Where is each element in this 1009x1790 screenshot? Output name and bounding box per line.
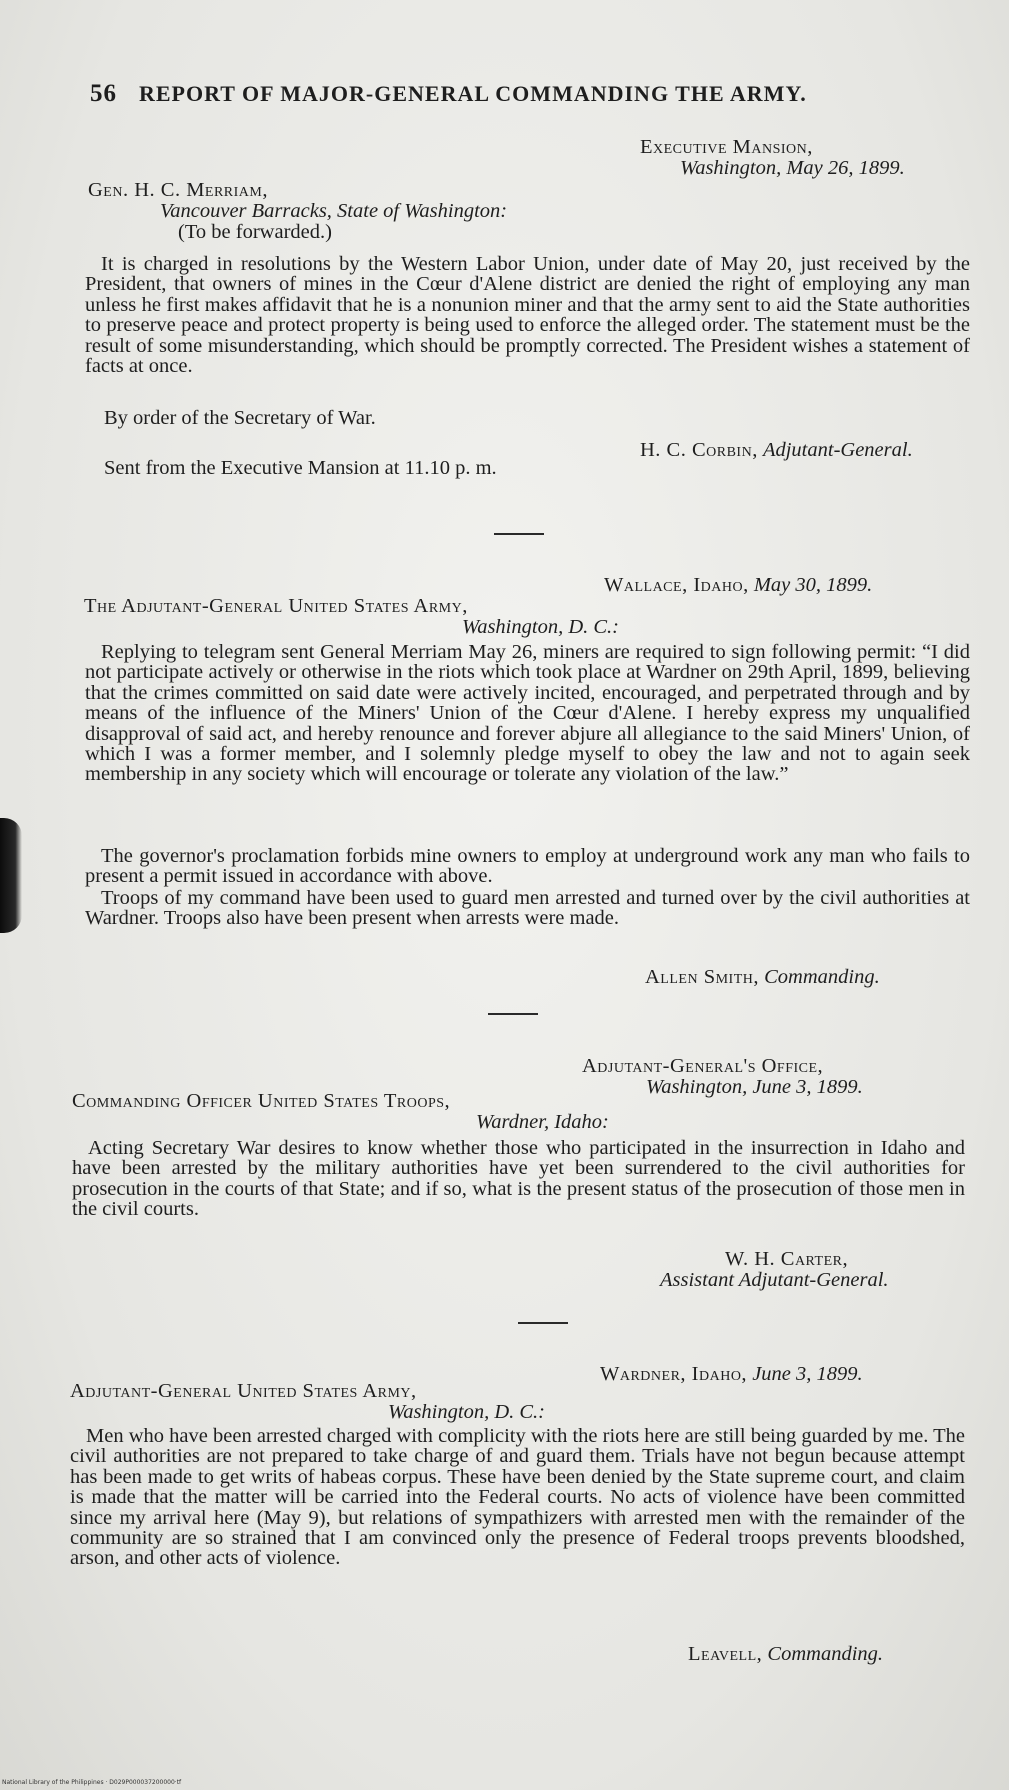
doc2-date: May 30, 1899. bbox=[753, 574, 873, 596]
doc2-signature-name: Allen Smith, bbox=[645, 966, 759, 988]
doc3-recipient-address: Wardner, Idaho: bbox=[476, 1111, 609, 1133]
section-divider bbox=[518, 1322, 568, 1324]
doc1-recipient-address: Vancouver Barracks, State of Washington: bbox=[160, 200, 508, 222]
doc1-order-line: By order of the Secretary of War. bbox=[104, 407, 376, 429]
doc2-recipient-name: The Adjutant-General United States Army, bbox=[84, 595, 468, 617]
doc3-recipient-name: Commanding Officer United States Troops, bbox=[72, 1090, 451, 1112]
library-footer-note: National Library of the Philippines · D029P000037200000·tf bbox=[2, 1779, 182, 1786]
doc2-signature bbox=[645, 967, 880, 987]
doc3-signature-name: W. H. Carter, bbox=[725, 1248, 849, 1270]
doc2-body-permit: Replying to telegram sent General Merriam May 26, miners are required to sign following permit: “I did not participate actively or otherwise in the riots which took place at Wardner on 29th April, 1899, believing that the crimes committed on said date were actively incited, encouraged, and perpetrated through and by means of the influence of the Miners' Union of the Cœur d'Alene. I hereby express my unqualified disapproval of said act, and hereby renounce and forever abjure all allegiance to the said Miners' Union, of which I was a former member, and I solemnly pledge myself to obey the law and not to again seek membership in any society which will encourage or tolerate any violation of the law.” bbox=[85, 641, 970, 786]
page-number: 56 bbox=[90, 80, 117, 107]
doc1-signature-name: H. C. Corbin, bbox=[640, 439, 758, 461]
doc4-dateline bbox=[600, 1364, 863, 1384]
doc2-recipient-address: Washington, D. C.: bbox=[462, 616, 619, 638]
doc4-recipient-address: Washington, D. C.: bbox=[388, 1401, 545, 1423]
doc1-recipient-note: (To be forwarded.) bbox=[178, 221, 332, 243]
doc3-date: Washington, June 3, 1899. bbox=[646, 1076, 863, 1098]
doc4-signature-title: Commanding. bbox=[767, 1643, 884, 1665]
section-divider bbox=[488, 1013, 538, 1015]
doc4-origin: Wardner, Idaho, bbox=[600, 1363, 748, 1385]
doc3-signature-title: Assistant Adjutant-General. bbox=[660, 1269, 889, 1291]
doc1-recipient-name: Gen. H. C. Merriam, bbox=[88, 179, 268, 201]
doc3-body: Acting Secretary War desires to know whether those who participated in the insurrection in Idaho and have been arrested by the military authorities have yet been surrendered to the civil authorities for prosecution in the courts of that State; and if so, what is the present status of the prosecution of those men in the civil courts. bbox=[72, 1137, 965, 1221]
doc4-signature-name: Leavell, bbox=[688, 1643, 763, 1665]
doc2-body-proclamation: The governor's proclamation forbids mine owners to employ at underground work any man who fails to present a permit issued in accordance with above. bbox=[85, 845, 970, 888]
page-title: REPORT OF MAJOR-GENERAL COMMANDING THE ARMY. bbox=[139, 81, 807, 106]
section-divider bbox=[494, 533, 544, 535]
doc1-signature bbox=[640, 440, 913, 460]
doc4-recipient-name: Adjutant-General United States Army, bbox=[70, 1380, 417, 1402]
doc4-date: June 3, 1899. bbox=[752, 1363, 863, 1385]
doc3-origin: Adjutant-General's Office, bbox=[582, 1055, 824, 1077]
doc1-origin-date: Washington, May 26, 1899. bbox=[680, 157, 905, 179]
page-header bbox=[90, 80, 807, 108]
doc2-origin: Wallace, Idaho, bbox=[604, 574, 749, 596]
doc4-signature bbox=[688, 1644, 883, 1664]
doc1-signature-title: Adjutant-General. bbox=[762, 439, 913, 461]
binding-shadow bbox=[0, 818, 22, 933]
doc2-dateline bbox=[604, 575, 872, 595]
doc1-sent-note: Sent from the Executive Mansion at 11.10 p. m. bbox=[104, 457, 497, 479]
doc4-body: Men who have been arrested charged with complicity with the riots here are still being guarded by me. The civil authorities are not prepared to take charge of and guard them. Trials have not begun because attempt has been made to get writs of habeas corpus. These have been denied by the State supreme court, and claim is made that the matter will be carried into the Federal courts. No acts of violence have been committed since my arrival here (May 9), but relations of sympathizers with arrested men with the remainder of the community are so strained that I am convinced only the presence of Federal troops prevents bloodshed, arson, and other acts of violence. bbox=[70, 1425, 965, 1570]
doc2-signature-title: Commanding. bbox=[764, 966, 880, 988]
doc1-origin-place: Executive Mansion, bbox=[640, 136, 813, 158]
doc2-body-troops: Troops of my command have been used to guard men arrested and turned over by the civil authorities at Wardner. Troops also have been present when arrests were made. bbox=[85, 887, 970, 930]
doc1-body: It is charged in resolutions by the Western Labor Union, under date of May 20, just received by the President, that owners of mines in the Cœur d'Alene district are denied the right of employing any man unless he first makes affidavit that he is a nonunion miner and that the army sent to aid the State authorities to preserve peace and protect property is being used to enforce the alleged order. The statement must be the result of some misunderstanding, which should be promptly corrected. The President wishes a statement of facts at once. bbox=[85, 253, 970, 378]
